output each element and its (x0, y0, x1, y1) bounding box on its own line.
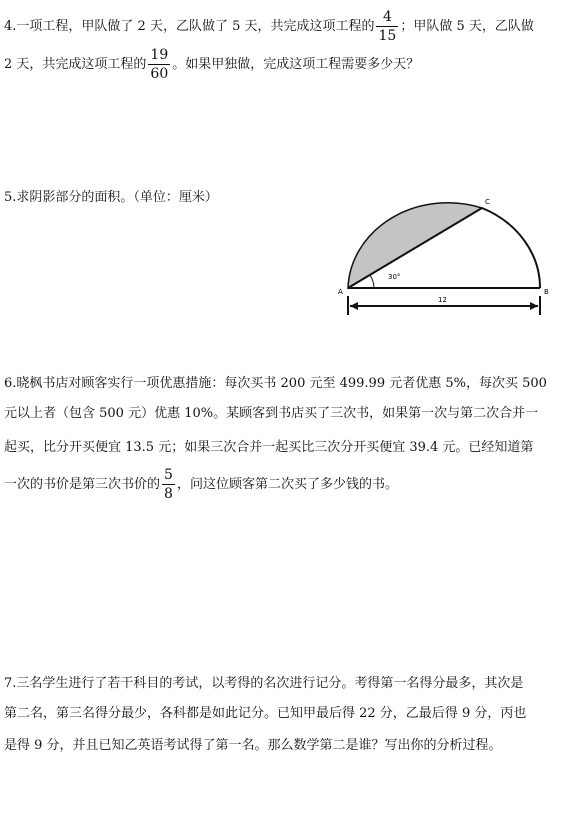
problem-4-line-1 (4, 8, 534, 45)
problem-5-text: 5.求阴影部分的面积。（单位：厘米） (4, 190, 218, 205)
problem-4-text-b: ；甲队做 5 天，乙队做 (400, 19, 534, 34)
semicircle-arc (482, 208, 540, 288)
problem-7-line-1: 7.三名学生进行了若干科目的考试，以考得的名次进行记分。考得第一名得分最多，其次是 (4, 676, 524, 691)
dimension-arrow-right (530, 302, 538, 310)
point-a-label: A (338, 288, 343, 296)
angle-arc (370, 275, 374, 288)
problem-7-line-3: 是得 9 分，并且已知乙英语考试得了第一名。那么数学第二是谁？写出你的分析过程。 (4, 738, 502, 753)
fraction-5-8 (162, 466, 175, 503)
problem-6-line-2: 元以上者（包含 500 元）优惠 10%。某顾客到书店买了三次书，如果第一次与第二次合并一 (4, 406, 539, 421)
problem-6-line-3: 起买，比分开买便宜 13.5 元；如果三次合并一起买比三次分开买便宜 39.4 元。已经知道第 (4, 440, 534, 455)
fraction-denominator: 8 (164, 486, 173, 502)
fraction-numerator: 4 (382, 9, 392, 25)
fraction-denominator: 15 (378, 28, 397, 44)
problem-7-line-2: 第二名，第三名得分最少，各科都是如此记分。已知甲最后得 22 分，乙最后得 9 分，丙也 (4, 706, 527, 721)
problem-6-text-b: ，问这位顾客第二次买了多少钱的书。 (176, 477, 398, 492)
angle-label: 30° (388, 273, 401, 281)
length-label: 12 (438, 296, 447, 304)
semicircle-figure (330, 190, 560, 325)
problem-4-text-d: 。如果甲独做，完成这项工程需要多少天？ (172, 57, 420, 72)
problem-4-text-c: 2 天，共完成这项工程的 (4, 57, 147, 72)
problem-4-line-2 (4, 46, 419, 83)
point-c-label: C (485, 198, 490, 206)
fraction-denominator: 60 (150, 66, 169, 82)
problem-6-text-a: 一次的书价是第三次书价的 (4, 477, 161, 492)
dimension-arrow-left (350, 302, 358, 310)
problem-4-text-a: 4.一项工程，甲队做了 2 天，乙队做了 5 天，共完成这项工程的 (4, 19, 375, 34)
fraction-19-60 (148, 46, 170, 83)
problem-6-line-4 (4, 466, 398, 503)
point-b-label: B (544, 288, 549, 296)
problem-6-line-1: 6.晓枫书店对顾客实行一项优惠措施：每次买书 200 元至 499.99 元者优惠 5%，每次买 500 (4, 376, 547, 391)
fraction-numerator: 19 (150, 47, 169, 63)
fraction-4-15 (376, 8, 398, 45)
fraction-numerator: 5 (164, 467, 173, 483)
